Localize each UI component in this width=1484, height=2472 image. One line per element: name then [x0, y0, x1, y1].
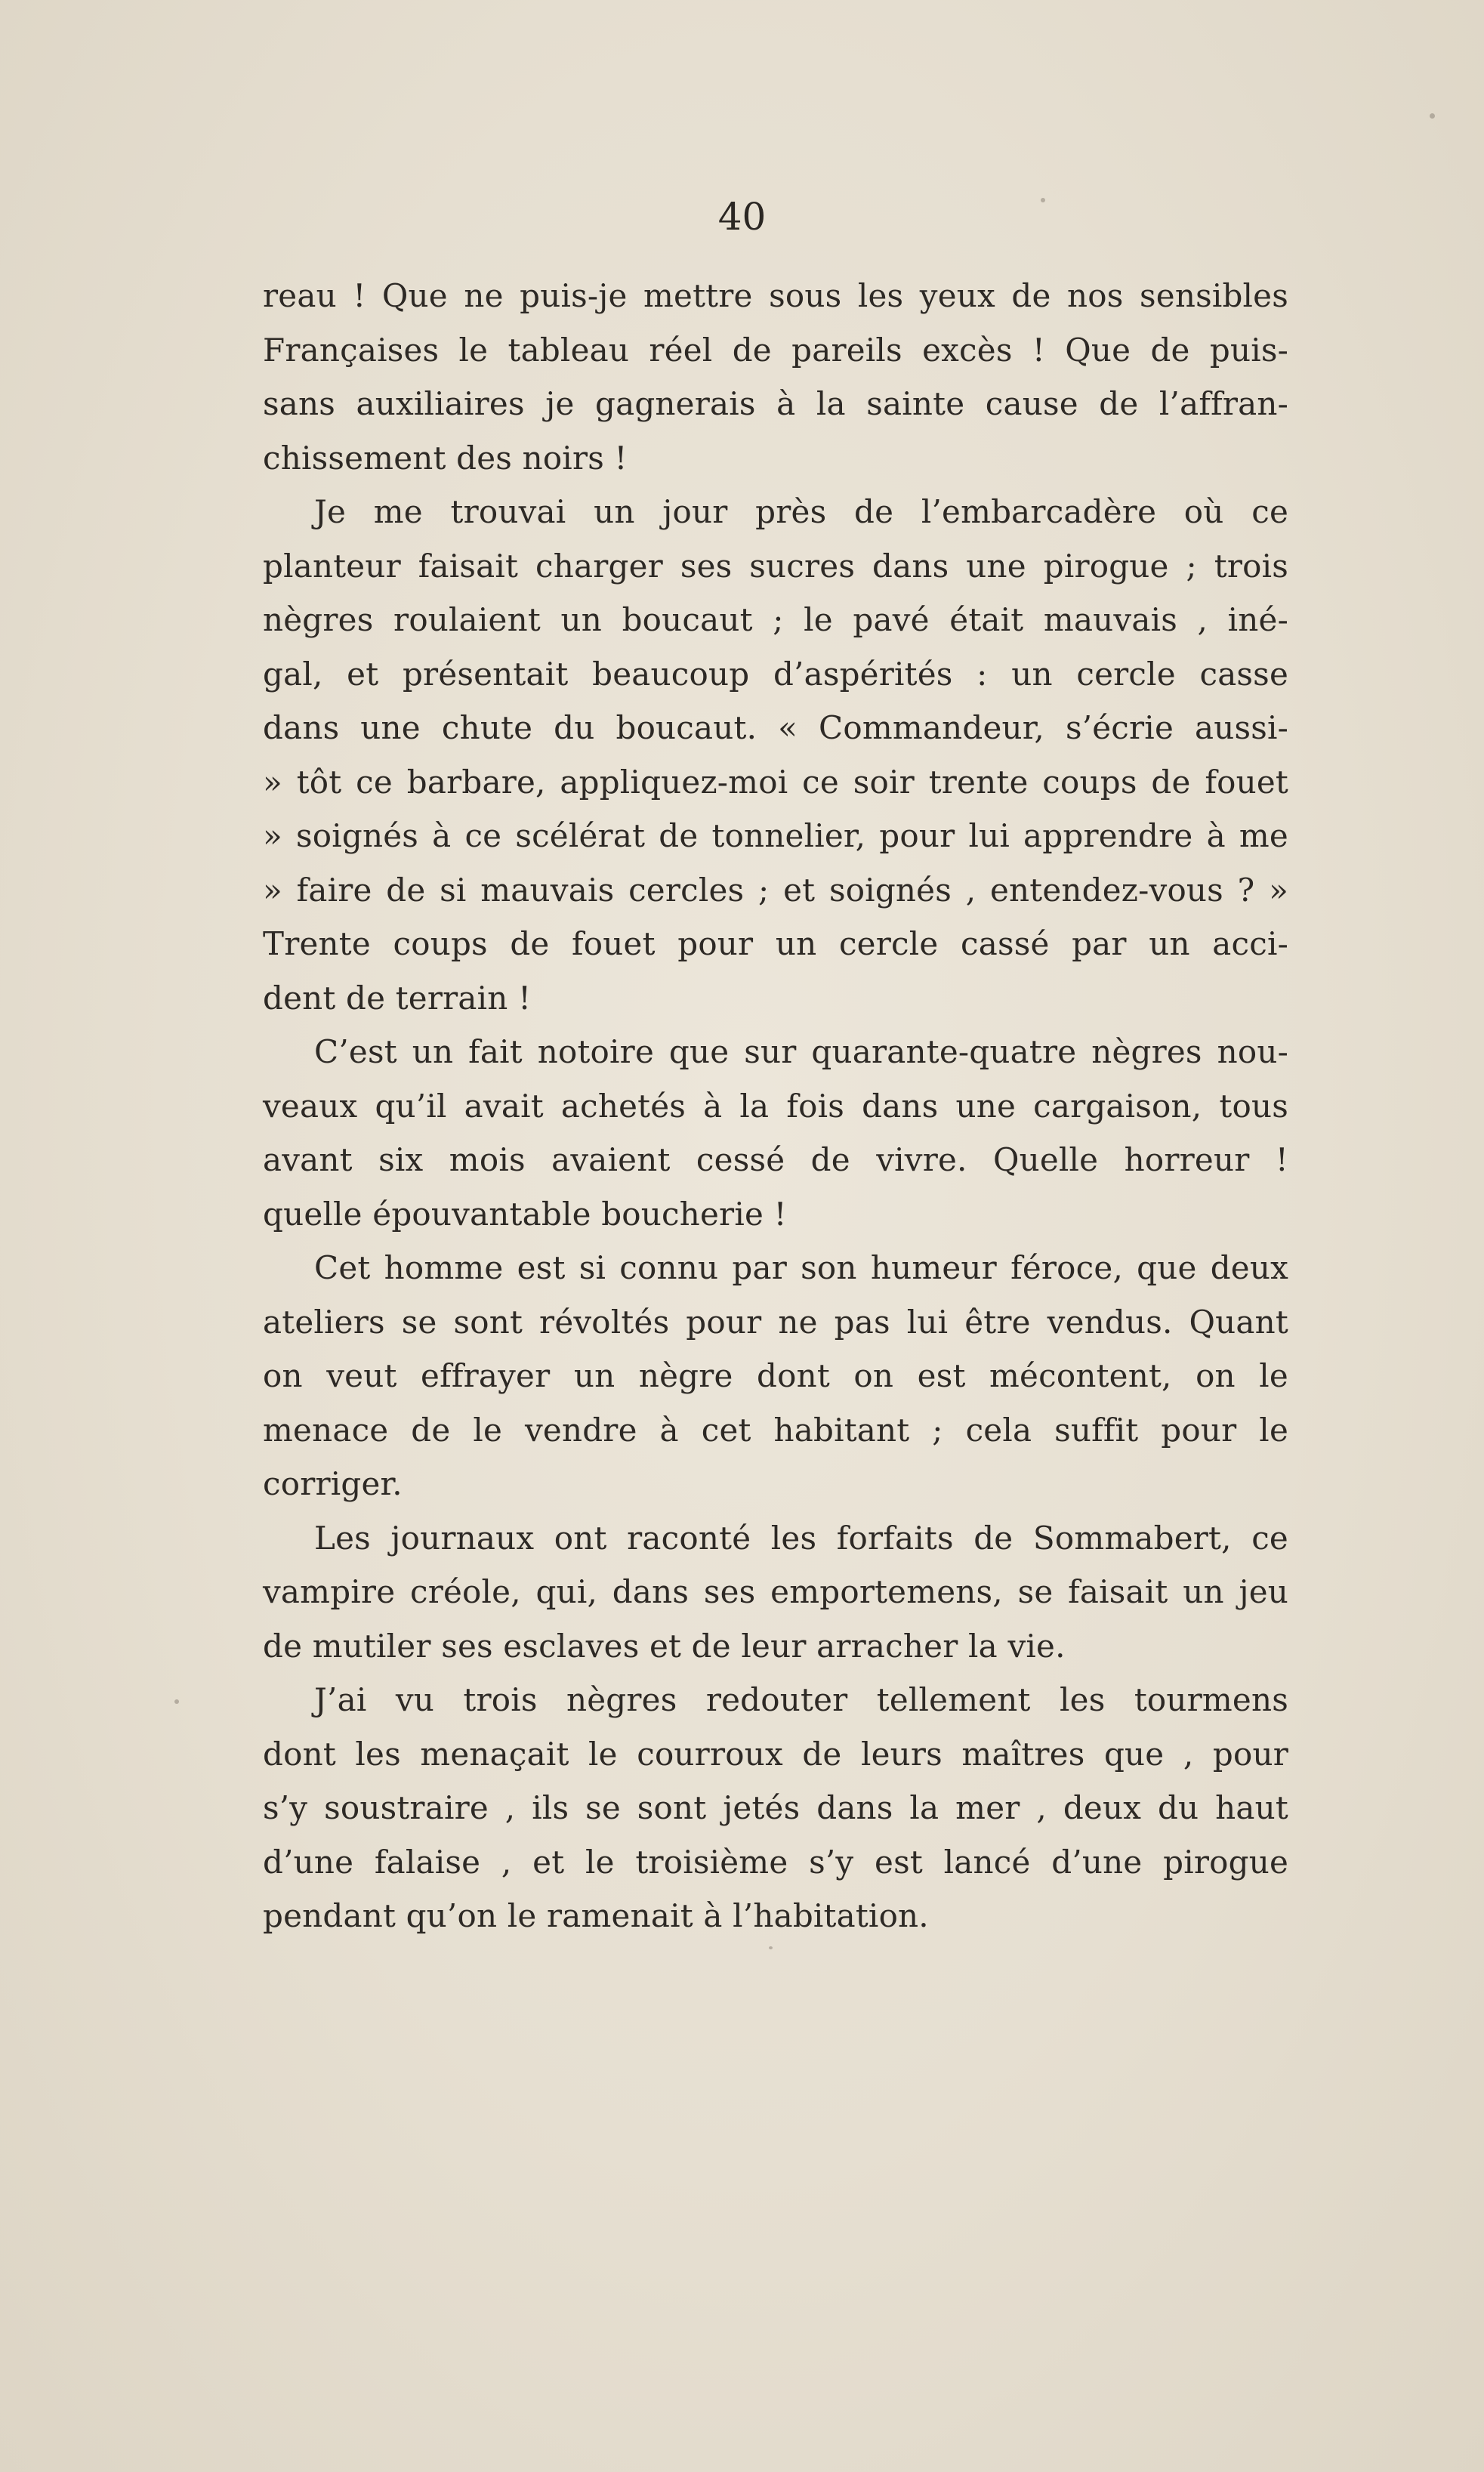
text-line: quelle épouvantable boucherie !	[263, 1195, 787, 1233]
text-line: Les journaux ont raconté les forfaits de Sommabert, ce	[314, 1519, 1288, 1557]
text-line: dont les menaçait le courroux de leurs maîtres que , pour	[263, 1735, 1288, 1773]
text-line: on veut effrayer un nègre dont on est mécontent, on le	[263, 1357, 1288, 1394]
text-line: chissement des noirs !	[263, 439, 628, 477]
text-line: » soignés à ce scélérat de tonnelier, pour lui apprendre à me	[263, 817, 1288, 854]
text-line: dent de terrain !	[263, 979, 532, 1017]
text-line: Cet homme est si connu par son humeur féroce, que deux	[314, 1249, 1288, 1286]
text-line: Françaises le tableau réel de pareils excès ! Que de puis-	[263, 331, 1288, 369]
text-line: Trente coups de fouet pour un cercle cassé par un acci-	[263, 925, 1288, 962]
text-line: menace de le vendre à cet habitant ; cela suffit pour le	[263, 1411, 1288, 1449]
text-line: gal, et présentait beaucoup d’aspérités : un cercle casse	[263, 655, 1288, 693]
text-line: Je me trouvai un jour près de l’embarcadère où ce	[314, 493, 1288, 530]
text-line: dans une chute du boucaut. « Commandeur, s’écrie aussi-	[263, 709, 1288, 746]
body-text	[263, 269, 1288, 1943]
paragraph	[263, 1673, 1288, 1943]
paragraph	[263, 1241, 1288, 1511]
text-line: nègres roulaient un boucaut ; le pavé était mauvais , iné-	[263, 601, 1288, 638]
text-line: vampire créole, qui, dans ses emportemens, se faisait un jeu	[263, 1573, 1288, 1610]
paragraph	[263, 269, 1288, 485]
paragraph	[263, 1025, 1288, 1241]
text-line: J’ai vu trois nègres redouter tellement les tourmens	[314, 1681, 1288, 1718]
text-line: pendant qu’on le ramenait à l’habitation.	[263, 1897, 929, 1934]
text-line: C’est un fait notoire que sur quarante-quatre nègres nou-	[314, 1033, 1288, 1070]
text-line: ateliers se sont révoltés pour ne pas lui être vendus. Quant	[263, 1303, 1288, 1341]
paper-speck	[174, 1699, 179, 1704]
paper-speck	[1430, 113, 1435, 119]
text-line: reau ! Que ne puis-je mettre sous les yeux de nos sensibles	[263, 277, 1288, 314]
text-line: » faire de si mauvais cercles ; et soignés , entendez-vous ? »	[263, 871, 1288, 909]
text-line: » tôt ce barbare, appliquez-moi ce soir trente coups de fouet	[263, 763, 1288, 801]
text-line: corriger.	[263, 1465, 403, 1502]
text-line: planteur faisait charger ses sucres dans une pirogue ; trois	[263, 547, 1288, 585]
text-line: sans auxiliaires je gagnerais à la sainte cause de l’affran-	[263, 385, 1288, 422]
text-line: s’y soustraire , ils se sont jetés dans la mer , deux du haut	[263, 1789, 1288, 1826]
paragraph	[263, 1511, 1288, 1674]
text-line: avant six mois avaient cessé de vivre. Quelle horreur !	[263, 1141, 1288, 1178]
text-line: d’une falaise , et le troisième s’y est lancé d’une pirogue	[263, 1843, 1288, 1881]
paper-speck	[769, 1946, 773, 1949]
paragraph	[263, 485, 1288, 1025]
page-number: 40	[717, 195, 767, 239]
text-line: de mutiler ses esclaves et de leur arracher la vie.	[263, 1627, 1066, 1665]
text-line: veaux qu’il avait achetés à la fois dans une cargaison, tous	[263, 1087, 1288, 1125]
